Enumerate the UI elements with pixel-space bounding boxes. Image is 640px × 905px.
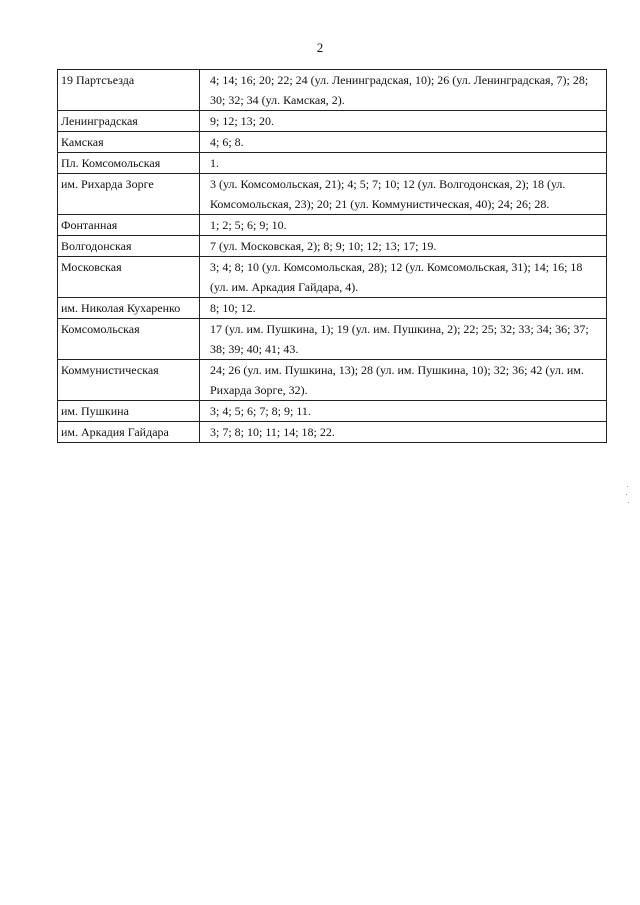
house-numbers-cell: 9; 12; 13; 20. <box>200 111 607 132</box>
house-numbers-cell: 8; 10; 12. <box>200 298 607 319</box>
street-name-cell: 19 Партсъезда <box>58 70 200 111</box>
table-row <box>58 111 607 132</box>
street-name-cell: Комсомольская <box>58 319 200 360</box>
street-name-cell: Ленинградская <box>58 111 200 132</box>
house-numbers-cell: 1. <box>200 153 607 174</box>
street-name-cell: им. Аркадия Гайдара <box>58 422 200 443</box>
table-row <box>58 132 607 153</box>
house-numbers-cell: 4; 14; 16; 20; 22; 24 (ул. Ленинградская, 10); 26 (ул. Ленинградская, 7); 28; 30; 32; 34 (ул. Камская, 2). <box>200 70 607 111</box>
street-name-cell: Камская <box>58 132 200 153</box>
table-row <box>58 401 607 422</box>
table-row <box>58 360 607 401</box>
street-address-table <box>57 69 607 443</box>
table-row <box>58 422 607 443</box>
house-numbers-cell: 24; 26 (ул. им. Пушкина, 13); 28 (ул. им. Пушкина, 10); 32; 36; 42 (ул. им. Рихарда Зорге, 32). <box>200 360 607 401</box>
house-numbers-cell: 1; 2; 5; 6; 9; 10. <box>200 215 607 236</box>
table-row <box>58 236 607 257</box>
street-name-cell: Пл. Комсомольская <box>58 153 200 174</box>
house-numbers-cell: 3; 4; 8; 10 (ул. Комсомольская, 28); 12 (ул. Комсомольская, 31); 14; 16; 18 (ул. им. Аркадия Гайдара, 4). <box>200 257 607 298</box>
house-numbers-cell: 3 (ул. Комсомольская, 21); 4; 5; 7; 10; 12 (ул. Волгодонская, 2); 18 (ул. Комсомольская, 23); 20; 21 (ул. Коммунистическая, 40); 24; 26; 28. <box>200 174 607 215</box>
table-row <box>58 215 607 236</box>
street-name-cell: им. Николая Кухаренко <box>58 298 200 319</box>
house-numbers-cell: 3; 4; 5; 6; 7; 8; 9; 11. <box>200 401 607 422</box>
house-numbers-cell: 7 (ул. Московская, 2); 8; 9; 10; 12; 13; 17; 19. <box>200 236 607 257</box>
page-number: 2 <box>316 40 324 55</box>
table-row <box>58 257 607 298</box>
street-name-cell: Фонтанная <box>58 215 200 236</box>
street-name-cell: Коммунистическая <box>58 360 200 401</box>
house-numbers-cell: 17 (ул. им. Пушкина, 1); 19 (ул. им. Пушкина, 2); 22; 25; 32; 33; 34; 36; 37; 38; 39; 40; 41; 43. <box>200 319 607 360</box>
table-row <box>58 70 607 111</box>
house-numbers-cell: 3; 7; 8; 10; 11; 14; 18; 22. <box>200 422 607 443</box>
table-row <box>58 319 607 360</box>
table-row <box>58 174 607 215</box>
scan-noise <box>626 486 630 506</box>
table-row <box>58 153 607 174</box>
street-name-cell: им. Пушкина <box>58 401 200 422</box>
street-name-cell: Волгодонская <box>58 236 200 257</box>
street-name-cell: Московская <box>58 257 200 298</box>
house-numbers-cell: 4; 6; 8. <box>200 132 607 153</box>
street-name-cell: им. Рихарда Зорге <box>58 174 200 215</box>
table-row <box>58 298 607 319</box>
